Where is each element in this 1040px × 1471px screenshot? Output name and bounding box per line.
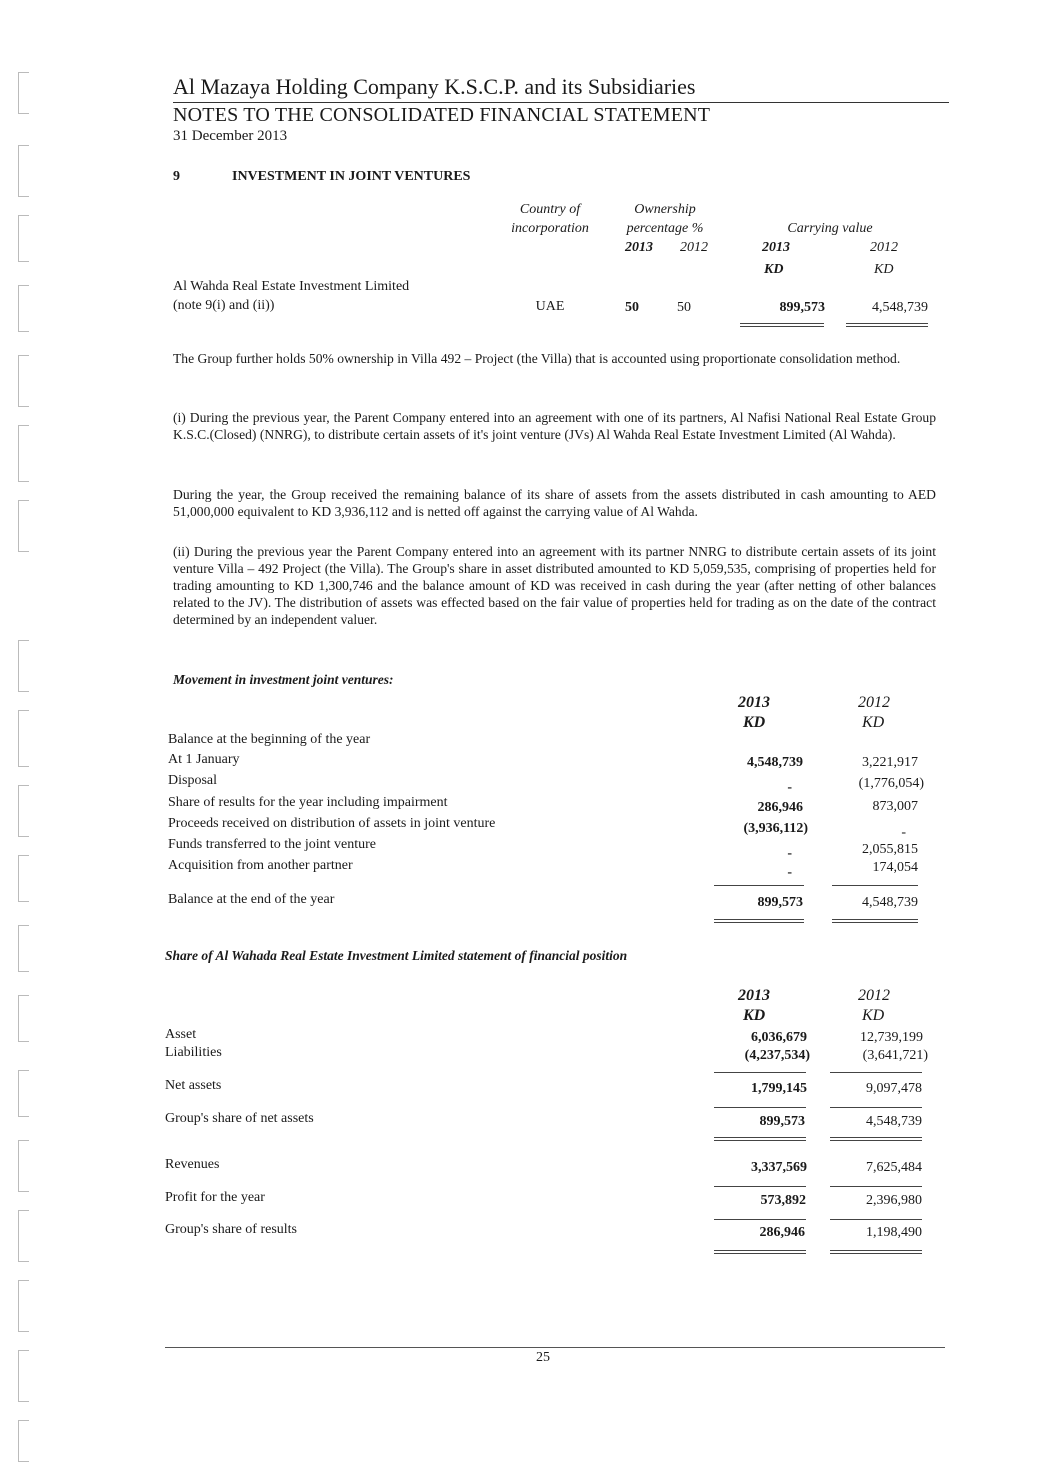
- net-assets-2013: 1,799,145: [751, 1081, 807, 1096]
- own-year-2012: 2012: [680, 240, 708, 255]
- statement-date: 31 December 2013: [173, 128, 288, 144]
- revenues-rule-2013: [714, 1186, 806, 1187]
- movement-year-2013: 2013: [738, 694, 770, 711]
- group-share-net-assets-2013: 899,573: [759, 1114, 805, 1129]
- group-share-net-assets-label: Group's share of net assets: [165, 1111, 314, 1126]
- liabilities-2012: (3,641,721): [862, 1048, 928, 1063]
- scan-margin-mark: [18, 785, 29, 837]
- movement-row-label: Disposal: [168, 773, 217, 788]
- asset-2012: 12,739,199: [860, 1030, 923, 1045]
- jv-note-ref: (note 9(i) and (ii)): [173, 298, 275, 313]
- net-assets-label: Net assets: [165, 1078, 222, 1093]
- group-share-results-2012: 1,198,490: [866, 1225, 922, 1240]
- notes-title: NOTES TO THE CONSOLIDATED FINANCIAL STATEMENT: [173, 104, 711, 126]
- scan-margin-mark: [18, 925, 29, 972]
- scan-margin-mark: [18, 855, 29, 902]
- movement-subtotal-rule-2013: [714, 885, 804, 886]
- section-title: INVESTMENT IN JOINT VENTURES: [232, 169, 471, 184]
- col-country-label-1: Country of: [519, 202, 581, 217]
- group-share-rule-2012: [830, 1137, 922, 1141]
- scan-margin-mark: [18, 500, 29, 552]
- group-share-results-label: Group's share of results: [165, 1222, 297, 1237]
- scan-margin-mark: [18, 1280, 29, 1332]
- movement-row-value-2012: 873,007: [872, 799, 918, 814]
- net-assets-rule-2012: [830, 1107, 922, 1108]
- note-paragraph-i: (i) During the previous year, the Parent Company entered into an agreement with one of its partners, Al Nafisi National Real Estate Group K.S.C.(Closed) (NNRG), to distribute certain assets of it's joint venture (JVs) Al Wahda Real Estate Investment Limited (Al Wahda).: [173, 410, 936, 442]
- asset-label: Asset: [165, 1027, 197, 1042]
- scan-margin-mark: [18, 145, 29, 197]
- share-unit-2012: KD: [862, 1007, 885, 1024]
- jv-name: Al Wahda Real Estate Investment Limited: [173, 279, 410, 294]
- liabilities-2013: (4,237,534): [744, 1048, 810, 1063]
- group-share-net-assets-2012: 4,548,739: [866, 1114, 922, 1129]
- col-carrying-label: Carrying value: [787, 221, 873, 236]
- revenues-2012: 7,625,484: [866, 1160, 922, 1175]
- share-year-2012: 2012: [858, 987, 890, 1004]
- movement-row-value-2012: (1,776,054): [858, 776, 924, 791]
- profit-2012: 2,396,980: [866, 1193, 922, 1208]
- movement-row-label: Proceeds received on distribution of assets in joint venture: [168, 816, 496, 831]
- movement-row-value-2013: -: [787, 865, 792, 880]
- movement-total-rule-2012: [832, 919, 918, 923]
- cv-unit-2012: KD: [874, 262, 894, 277]
- jv-cv-2012: 4,548,739: [872, 300, 928, 315]
- movement-row-value-2012: 174,054: [872, 860, 918, 875]
- movement-unit-2013: KD: [743, 714, 766, 731]
- note-paragraph-ii: (ii) During the previous year the Parent Company entered into an agreement with its partner NNRG to distribute certain assets of its joint venture Villa – 492 Project (the Villa). The Group's share in asset distributed amounted to KD 5,059,535, comprising of properties held for trading amounting to KD 1,300,746 and the balance amount of KD was received in cash during the year (after netting of other balances related to the JV). The distribution of assets was effected based on the fair value of properties held for trading as on the date of the contract determined by an independent valuer.: [173, 544, 936, 627]
- movement-row-value-2013: 4,548,739: [747, 755, 803, 770]
- revenues-label: Revenues: [165, 1157, 220, 1172]
- movement-row-label: Balance at the beginning of the year: [168, 732, 371, 747]
- movement-row-value-2012: 3,221,917: [862, 755, 918, 770]
- scan-margin-mark: [18, 1140, 29, 1192]
- movement-row-value-2013: -: [787, 846, 792, 861]
- scan-margin-mark: [18, 1070, 29, 1117]
- company-name: Al Mazaya Holding Company K.S.C.P. and its Subsidiaries: [173, 74, 696, 99]
- scan-margin-mark: [18, 710, 29, 767]
- profit-2013: 573,892: [760, 1193, 806, 1208]
- movement-total-2013: 899,573: [757, 895, 803, 910]
- group-share-results-rule-2013: [714, 1250, 806, 1254]
- jv-cv-2013: 899,573: [779, 300, 825, 315]
- scan-margin-mark: [18, 1210, 29, 1262]
- movement-row-value-2013: -: [787, 780, 792, 795]
- asset-2013: 6,036,679: [751, 1030, 807, 1045]
- movement-subtotal-rule-2012: [832, 885, 918, 886]
- col-country-label-2: incorporation: [511, 221, 589, 236]
- jv-own-2013: 50: [625, 300, 639, 315]
- net-assets-2012: 9,097,478: [866, 1081, 922, 1096]
- scan-margin-mark: [18, 285, 29, 332]
- scan-margin-mark: [18, 1350, 29, 1402]
- share-heading: Share of Al Wahada Real Estate Investment Limited statement of financial position: [165, 948, 628, 963]
- jv-country: UAE: [535, 299, 565, 314]
- revenues-2013: 3,337,569: [751, 1160, 807, 1175]
- revenues-rule-2012: [830, 1186, 922, 1187]
- share-year-2013: 2013: [738, 987, 770, 1004]
- share-unit-2013: KD: [743, 1007, 766, 1024]
- movement-row-label: Funds transferred to the joint venture: [168, 837, 377, 852]
- group-share-rule-2013: [714, 1137, 806, 1141]
- liabilities-rule-2013: [714, 1072, 806, 1073]
- group-share-results-2013: 286,946: [759, 1225, 805, 1240]
- footer-rule: [165, 1347, 945, 1348]
- movement-row-value-2012: -: [901, 825, 906, 840]
- cv-year-2013: 2013: [762, 240, 790, 255]
- movement-heading: Movement in investment joint ventures:: [173, 672, 394, 687]
- note-paragraph-cash: During the year, the Group received the remaining balance of its share of assets from the assets distributed in cash amounting to AED 51,000,000 equivalent to KD 3,936,112 and is netted off against the carrying value of Al Wahda.: [173, 487, 936, 519]
- section-number: 9: [173, 169, 180, 184]
- cv-unit-2013: KD: [764, 262, 784, 277]
- movement-row-value-2012: 2,055,815: [862, 842, 918, 857]
- profit-rule-2013: [714, 1219, 806, 1220]
- page-number: 25: [536, 1350, 550, 1365]
- movement-row-value-2013: (3,936,112): [743, 821, 808, 836]
- scan-margin-mark: [18, 995, 29, 1042]
- movement-total-rule-2013: [714, 919, 804, 923]
- scan-margin-mark: [18, 640, 29, 692]
- scan-margin-mark: [18, 72, 29, 114]
- liabilities-label: Liabilities: [165, 1045, 222, 1060]
- header-rule: [173, 102, 949, 103]
- scan-margin-mark: [18, 425, 29, 482]
- jv-total-rule-2013: [740, 323, 824, 327]
- own-year-2013: 2013: [625, 240, 653, 255]
- scan-margin-mark: [18, 215, 29, 262]
- movement-total-label: Balance at the end of the year: [168, 892, 335, 907]
- profit-label: Profit for the year: [165, 1190, 265, 1205]
- movement-row-label: Acquisition from another partner: [168, 858, 353, 873]
- jv-own-2012: 50: [677, 300, 691, 315]
- liabilities-rule-2012: [830, 1072, 922, 1073]
- net-assets-rule-2013: [714, 1107, 806, 1108]
- scan-margin-mark: [18, 1420, 29, 1462]
- cv-year-2012: 2012: [870, 240, 898, 255]
- movement-row-label: At 1 January: [168, 752, 240, 767]
- col-ownership-label-2: percentage %: [626, 221, 704, 236]
- col-ownership-label-1: Ownership: [634, 202, 696, 217]
- jv-total-rule-2012: [846, 323, 928, 327]
- movement-year-2012: 2012: [858, 694, 890, 711]
- scan-margin-mark: [18, 355, 29, 407]
- movement-row-label: Share of results for the year including impairment: [168, 795, 448, 810]
- movement-total-2012: 4,548,739: [862, 895, 918, 910]
- profit-rule-2012: [830, 1219, 922, 1220]
- group-share-results-rule-2012: [830, 1250, 922, 1254]
- movement-row-value-2013: 286,946: [757, 800, 803, 815]
- note-paragraph-villa: The Group further holds 50% ownership in Villa 492 – Project (the Villa) that is accounted using proportionate consolidation method.: [173, 351, 901, 366]
- movement-unit-2012: KD: [862, 714, 885, 731]
